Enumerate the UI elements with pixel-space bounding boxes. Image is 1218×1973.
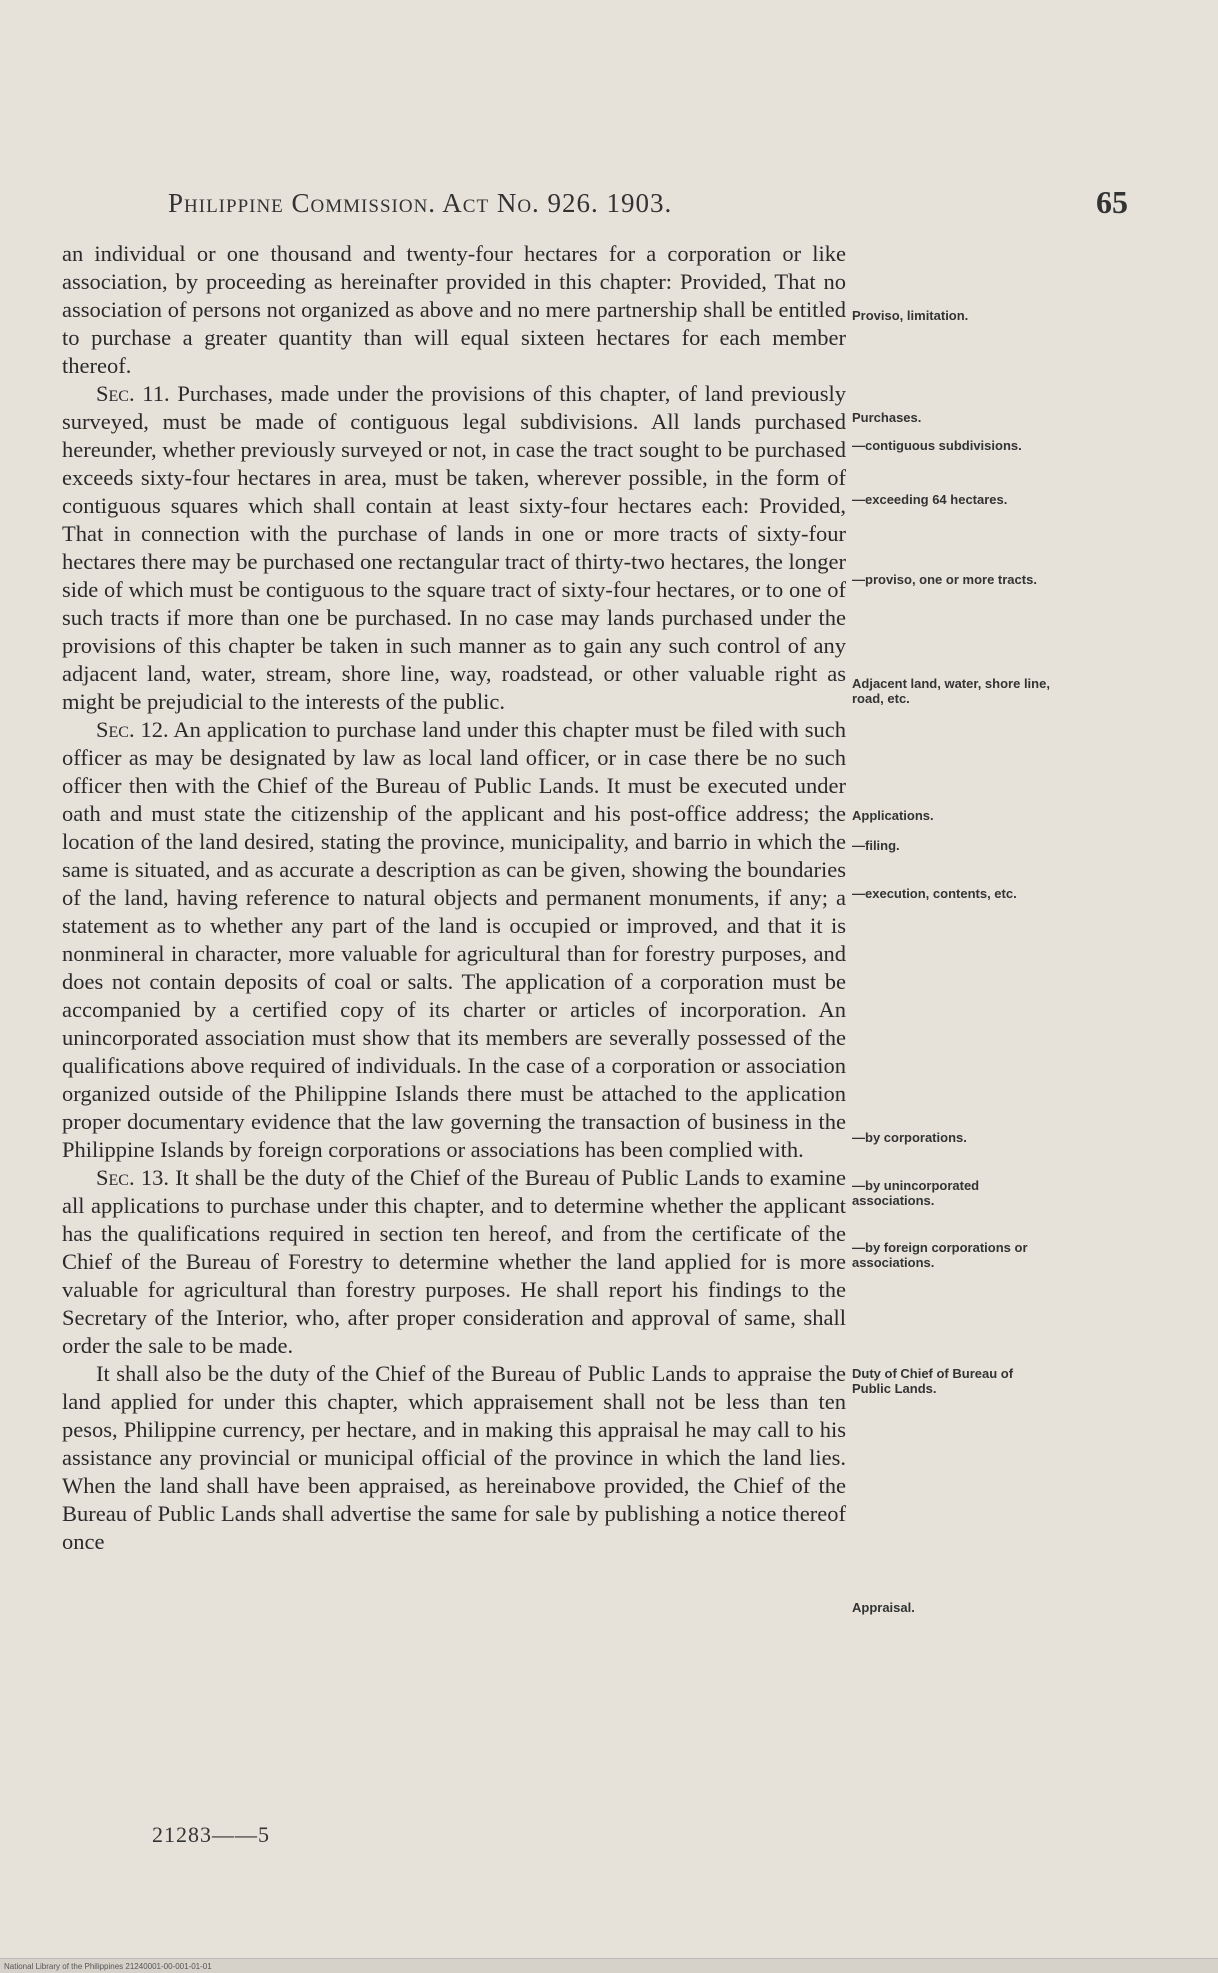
paragraph-continuation — [62, 240, 846, 380]
paragraph-text: an individual or one thousand and twenty-four hectares for a corporation or like association, by proceeding as hereinafter provided in this chapter: Provided, That no association of persons not organized as above and no mere partnership shall be entitled to purchase a greater quantity than will equal sixteen hectares for each member thereof. — [62, 241, 846, 378]
paragraph-text: It shall be the duty of the Chief of the Bureau of Public Lands to examine all applications to purchase under this chapter, and to determine whether the applicant has the qualifications required in section ten hereof, and from the certificate of the Chief of the Bureau of Forestry to determine whether the land applied for is more valuable for agricultural than forestry purposes. He shall report his findings to the Secretary of the Interior, who, after proper consideration and approval of same, shall order the sale to be made. — [62, 1165, 846, 1358]
section-13 — [62, 1164, 846, 1360]
margin-note: Applications. — [852, 808, 934, 823]
appraisal-paragraph — [62, 1360, 846, 1556]
margin-note: Appraisal. — [852, 1600, 915, 1615]
section-11 — [62, 380, 846, 716]
margin-note: Proviso, limitation. — [852, 308, 969, 323]
scan-footer-bar — [0, 1958, 1218, 1973]
margin-note: —by foreign corporations or associations. — [852, 1240, 1028, 1270]
paragraph-text: An application to purchase land under this chapter must be filed with such officer as may be designated by law as local land officer, or in case there be no such officer then with the Chief of the Bureau of Public Lands. It must be executed under oath and must state the citizenship of the applicant and his post-office address; the location of the land desired, stating the province, municipality, and barrio in which the same is situated, and as accurate a description as can be given, showing the boundaries of the land, having reference to natural objects and permanent monuments, if any; a statement as to whether any part of the land is occupied or improved, and that it is nonmineral in character, more valuable for agricultural than for forestry purposes, and does not contain deposits of coal or salts. The application of a corporation must be accompanied by a certified copy of its charter or articles of incorporation. An unincorporated association must show that its members are severally possessed of the qualifications above required of individuals. In the case of a corporation or association organized outside of the Philippine Islands there must be attached to the application proper documentary evidence that the law governing the transaction of business in the Philippine Islands by foreign corporations or associations has been complied with. — [62, 717, 846, 1162]
running-title: Philippine Commission. Act No. 926. 1903. — [168, 188, 673, 218]
margin-note: Adjacent land, water, shore line, road, etc. — [852, 676, 1050, 706]
section-number: Sec. 12. — [96, 717, 169, 742]
paragraph-text: It shall also be the duty of the Chief of the Bureau of Public Lands to appraise the land applied for under this chapter, which appraisement shall not be less than ten pesos, Philippine currency, per hectare, and in making this appraisal he may call to his assistance any provincial or municipal official of the province in which the land lies. When the land shall have been appraised, as hereinabove provided, the Chief of the Bureau of Public Lands shall advertise the same for sale by publishing a notice thereof once — [62, 1361, 846, 1554]
margin-note: Purchases. — [852, 410, 922, 425]
body-text — [62, 240, 846, 1556]
margin-note: —filing. — [852, 838, 900, 853]
margin-note: Duty of Chief of Bureau of Public Lands. — [852, 1366, 1014, 1396]
margin-note: —proviso, one or more tracts. — [852, 572, 1037, 587]
page-number: 65 — [1096, 184, 1128, 220]
margin-note: —execution, contents, etc. — [852, 886, 1017, 901]
printer-signature: 21283——5 — [152, 1822, 270, 1847]
section-number: Sec. 11. — [96, 381, 170, 406]
section-12 — [62, 716, 846, 1164]
page-header — [168, 184, 1128, 228]
library-stamp: National Library of the Philippines 21240001-00-001-01-01 — [4, 1962, 212, 1971]
margin-note: —by corporations. — [852, 1130, 967, 1145]
margin-note: —exceeding 64 hectares. — [852, 492, 1008, 507]
paragraph-text: Purchases, made under the provisions of this chapter, of land previously surveyed, must be made of contiguous legal subdivisions. All lands purchased hereunder, whether previously surveyed or not, in case the tract sought to be purchased exceeds sixty-four hectares in area, must be taken, wherever possible, in the form of contiguous squares which shall contain at least sixty-four hectares each: Provided, That in connection with the purchase of lands in one or more tracts of sixty-four hectares there may be purchased one rectangular tract of thirty-two hectares, the longer side of which must be contiguous to the square tract of sixty-four hectares, or to one of such tracts if more than one be purchased. In no case may lands purchased under the provisions of this chapter be taken in such manner as to gain any such control of any adjacent land, water, stream, shore line, way, roadstead, or other valuable right as might be prejudicial to the interests of the public. — [62, 381, 847, 714]
section-number: Sec. 13. — [96, 1165, 169, 1190]
margin-note: —contiguous subdivisions. — [852, 438, 1022, 453]
margin-note: —by unincorporated associations. — [852, 1178, 980, 1208]
